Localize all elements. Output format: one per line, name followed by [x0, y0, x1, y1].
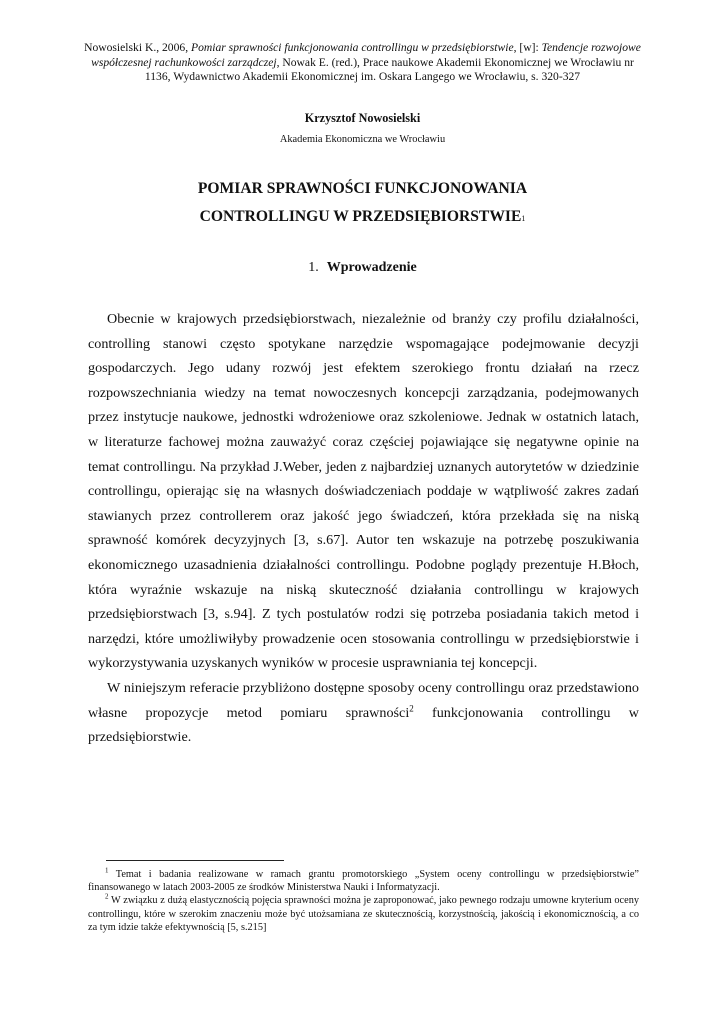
paragraph-text: funkcjonowania controllingu w przedsiębiorstwie. [88, 704, 639, 746]
footnote-text: W związku z dużą elastycznością pojęcia sprawności można je zaproponować, jako pewnego rodzaju umowne kryterium oceny controllingu, które w szerokim znaczeniu może być utożsamiana ze skutecznością, korzystnością, jakością i ekonomicznością, a co za tym idzie także efektywnością [5, s.215] [88, 895, 639, 933]
footnote-marker: 2 [409, 702, 414, 713]
author-affiliation: Akademia Ekonomiczna we Wrocławiu [279, 134, 446, 145]
author-name: Krzysztof Nowosielski [304, 111, 421, 125]
body-paragraph [88, 676, 639, 750]
section-title: Wprowadzenie [326, 260, 417, 275]
citation-article-title: Pomiar sprawności funkcjonowania controllingu w przedsiębiorstwie [191, 41, 514, 54]
footnote [88, 894, 639, 934]
paper-title [0, 175, 725, 231]
body-text [88, 307, 639, 750]
footnote [88, 868, 639, 894]
citation-book-title: Tendencje rozwojowe współczesnej rachunkowości zarządczej [91, 41, 641, 69]
body-paragraph: Obecnie w krajowych przedsiębiorstwach, niezależnie od branży czy profilu działalności, controlling stanowi często spotykane narzędzie wspomagające podejmowanie decyzji gospodarczych. Jego udany rozwój jest efektem szerokiego frontu działań na rzecz rozpowszechniania wiedzy na temat nowoczesnych koncepcji zarządzania, podejmowanych przez instytucje naukowe, jednostki wdrożeniowe oraz szkoleniowe. Jednak w ostatnich latach, w literaturze fachowej można zauważyć coraz częściej pojawiające się negatywne opinie na temat controllingu. Na przykład J.Weber, jeden z najbardziej uznanych autorytetów w dziedzinie controllingu, opierając się na własnych doświadczeniach poddaje w wątpliwość zakres zadań stawianych przez controllerem oraz jakość jego świadczeń, która przekłada się na niską sprawność komórek decyzyjnych [3, s.67]. Autor ten wskazuje na potrzebę poszukiwania ekonomicznego uzasadnienia działalności controllingu. Podobne poglądy prezentuje H.Błoch, która wyraźnie wskazuje na niską skuteczność działania controllingu w krajowych przedsiębiorstwach [3, s.94]. Z tych postulatów rodzi się potrzeba posiadania takich metod i narzędzi, które umożliwiłyby prowadzenie ocen stosowania controllingu w przedsiębiorstwie i wykorzystywania uzyskanych wyników w procesie usprawniania tej koncepcji. [88, 311, 639, 672]
paper-title-text: CONTROLLINGU W PRZEDSIĘBIORSTWIE [199, 208, 522, 225]
citation-text: , Nowak E. (red.), Prace naukowe Akademii Ekonomicznej we Wrocławiu nr 1136, Wydawnictwo Akademii Ekonomicznej im. Oskara Langego we Wrocławiu, s. 320-327 [144, 55, 634, 83]
citation-text: , [w]: [513, 41, 542, 54]
paper-title-line [0, 203, 725, 231]
footnote-text: Temat i badania realizowane w ramach grantu promotorskiego „System oceny controllingu w przedsiębiorstwie” finansowanego w latach 2003-2005 ze środków Ministerstwa Nauki i Informatyzacji. [88, 869, 639, 894]
citation-text: Nowosielski K., 2006, [84, 41, 191, 54]
footnote-marker: 1 [521, 214, 526, 223]
paragraph-text: W niniejszym referacie przybliżono dostępne sposoby oceny controllingu oraz przedstawiono własne propozycje metod pomiaru sprawności [88, 679, 639, 721]
footnote-separator [106, 860, 284, 861]
footnote-number: 1 [105, 866, 109, 875]
footnote-number: 2 [105, 892, 109, 901]
paper-title-line: POMIAR SPRAWNOŚCI FUNKCJONOWANIA [197, 180, 528, 197]
section-heading [0, 260, 725, 276]
citation-header [80, 41, 645, 85]
footnotes [88, 868, 639, 934]
section-number: 1. [308, 260, 319, 275]
